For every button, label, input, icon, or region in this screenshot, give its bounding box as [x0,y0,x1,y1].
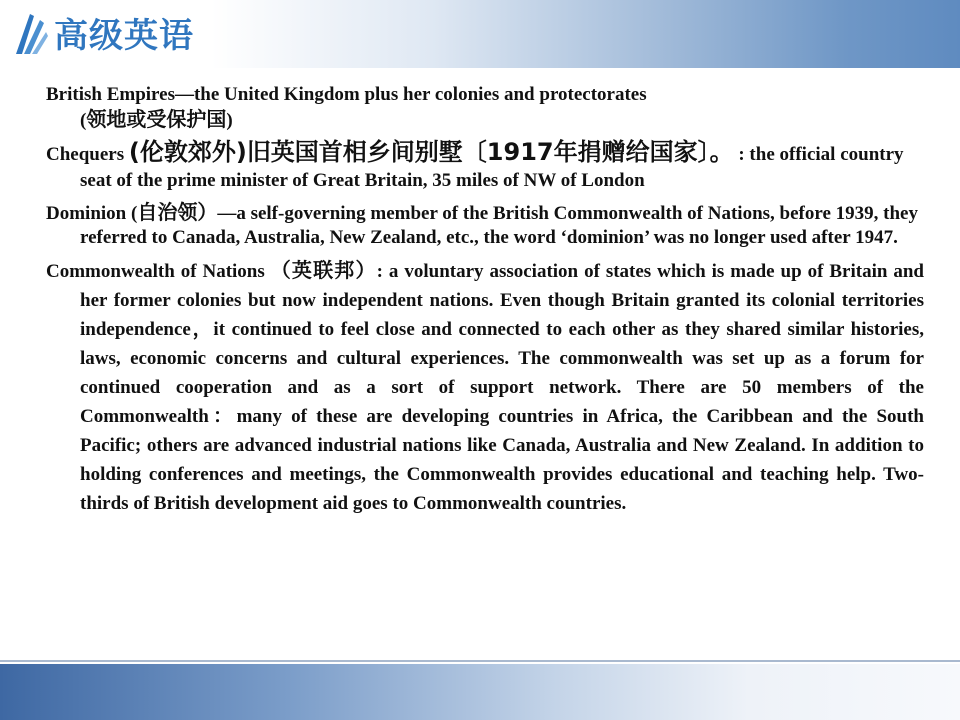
footer-divider [0,660,960,662]
course-logo [8,4,194,62]
dash: — [174,84,194,105]
chinese-chequers-description: 旧英国首相乡间别墅〔1917年捐赠给国家〕。 [246,138,734,166]
chinese-british-empires: 领地或受保护国 [86,107,227,131]
entry-chequers [46,139,924,194]
definition-british-empires: the United Kingdom plus her colonies and protectorates [193,84,647,105]
chinese-chequers-location: 伦敦郊外 [139,138,236,166]
definition-commonwealth: : a voluntary association of states which is made up of Britain and her former colonies but now independent nations. Even though Britain granted its colonial territories independence，it continued to feel close and connected to each other as they shared similar histories, laws, economic concerns and cultural experiences. The commonwealth was set up as a forum for continued cooperation and as a sort of support network. There are 50 members of the Commonwealth：many of these are developing countries in Africa, the Caribbean and the South Pacific; others are advanced industrial nations like Canada, Australia and New Zealand. In addition to holding conferences and meetings, the Commonwealth provides educational and teaching help. Two-thirds of British development aid goes to Commonwealth countries. [80,261,924,514]
open-paren: ( [131,203,138,224]
entry-commonwealth [46,256,924,518]
term-commonwealth: Commonwealth of Nations [46,261,265,282]
slide-content [46,83,924,524]
open-paren: ( [80,110,87,131]
definition-chequers: : the official country seat of the prime minister of Great Britain, 35 miles of NW of London [80,144,904,191]
feather-logo-icon [10,10,50,56]
term-dominion: Dominion [46,203,127,224]
logo-text: 高级英语 [54,16,194,56]
entry-british-empires [46,83,924,133]
term-chequers: Chequers [46,144,125,165]
close-paren: ) [235,138,247,166]
chinese-dominion: 自治领） [137,200,218,224]
footer-bar [0,664,960,720]
chinese-commonwealth: （英联邦） [270,258,377,282]
entry-dominion [46,200,924,250]
header-bar [0,0,960,68]
close-paren: ) [226,110,233,131]
dash: — [217,203,237,224]
open-paren: ( [128,138,140,166]
definition-dominion: a self-governing member of the British Commonwealth of Nations, before 1939, they referred to Canada, Australia, New Zealand, etc., the word ‘dominion’ was no longer used after 1947. [80,203,918,248]
term-british-empires: British Empires [46,84,175,105]
